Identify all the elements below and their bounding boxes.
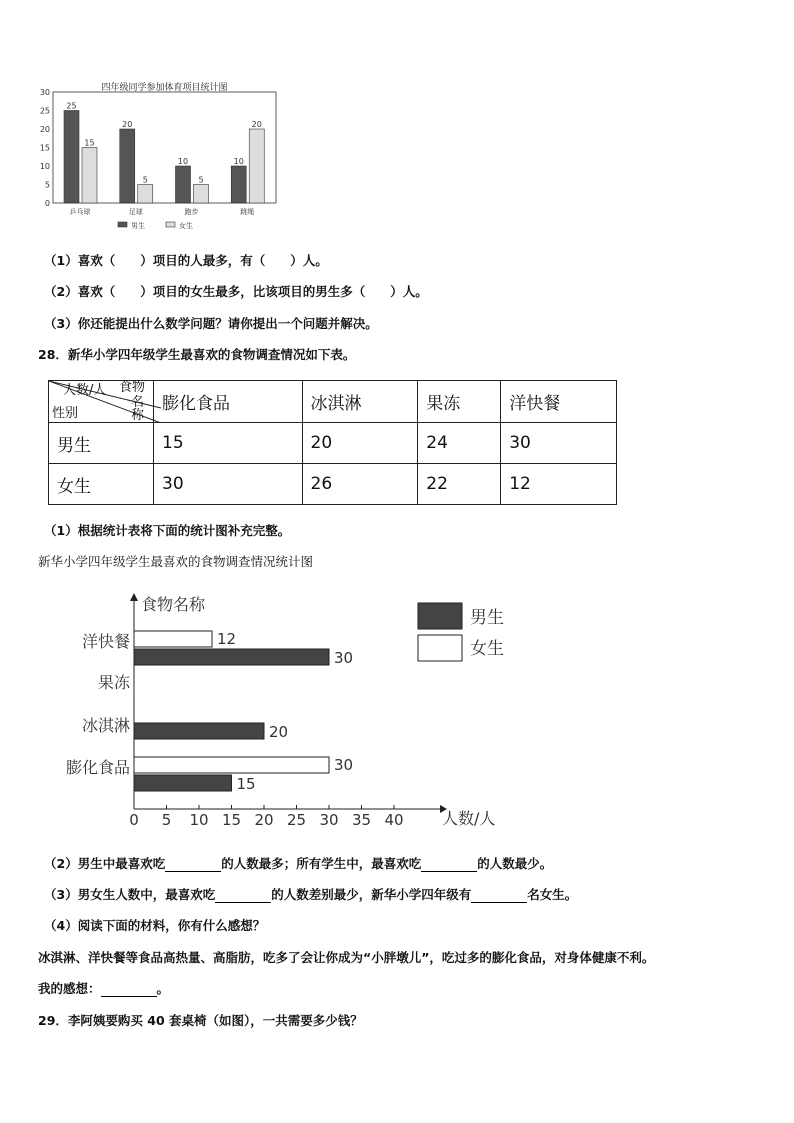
row-label: 女生 xyxy=(49,464,154,505)
table-row xyxy=(49,423,617,464)
q28-sub3-part1: （3）男女生人数中，最喜欢吃 xyxy=(44,887,216,902)
corner-label-name: 名称 xyxy=(131,395,145,423)
chart1-y-tick-label: 5 xyxy=(44,180,50,190)
table-cell: 24 xyxy=(418,423,501,464)
chart2-legend-swatch-female xyxy=(418,635,462,661)
corner-label-gender: 性别 xyxy=(52,406,79,421)
header-cell: 洋快餐 xyxy=(501,381,617,423)
chart1-legend-swatch xyxy=(118,222,127,227)
q28-feeling-end: 。 xyxy=(156,981,170,996)
chart1-data-label: 10 xyxy=(177,157,189,166)
chart2-x-tick-label: 5 xyxy=(161,811,172,829)
table-cell: 20 xyxy=(302,423,418,464)
q27-sub3: （3）你还能提出什么数学问题？请你提出一个问题并解决。 xyxy=(44,316,378,331)
corner-label-food: 食物 xyxy=(119,380,146,395)
q27-sub2: （2）喜欢（ ）项目的女生最多，比该项目的男生多（ ）人。 xyxy=(44,284,428,299)
chart1-y-tick-label: 15 xyxy=(39,143,50,153)
q28-sub3-part3: 名女生。 xyxy=(527,887,578,902)
chart1-y-tick-label: 25 xyxy=(39,106,50,116)
chart2-title: 新华小学四年级学生最喜欢的食物调查情况统计图 xyxy=(38,554,314,569)
chart1-data-label: 5 xyxy=(198,175,204,185)
chart2-bar-female xyxy=(134,757,329,773)
chart1-data-label: 10 xyxy=(233,157,244,166)
q28-sub2-part2: 的人数最多；所有学生中，最喜欢吃 xyxy=(221,856,422,871)
chart1-y-tick-label: 30 xyxy=(39,88,50,97)
q28-sub2-part1: （2）男生中最喜欢吃 xyxy=(44,856,166,871)
q28-sub4: （4）阅读下面的材料，你有什么感想？ xyxy=(44,918,266,933)
chart1-data-label: 20 xyxy=(251,120,262,129)
chart1-bar xyxy=(231,166,246,203)
chart1-x-tick-label: 乒乓球 xyxy=(69,208,91,216)
chart1-x-tick-label: 跑步 xyxy=(184,208,199,216)
table-cell: 22 xyxy=(418,464,501,505)
answer-blank[interactable] xyxy=(471,887,527,903)
table-cell: 12 xyxy=(501,464,617,505)
chart2-data-label: 30 xyxy=(334,756,354,774)
sports-bar-chart xyxy=(30,80,290,240)
chart1-y-tick-label: 20 xyxy=(39,125,50,134)
chart2-legend-swatch-male xyxy=(418,603,462,629)
table-cell: 30 xyxy=(154,464,303,505)
row-label: 男生 xyxy=(49,423,154,464)
q28-sub3 xyxy=(44,885,577,903)
chart1-title: 四年级同学参加体育项目统计图 xyxy=(101,83,228,93)
chart1-data-label: 25 xyxy=(66,101,77,111)
chart2-x-tick-label: 10 xyxy=(189,811,209,829)
chart2-bar-female xyxy=(134,631,212,647)
chart1-data-label: 20 xyxy=(122,120,133,129)
chart2-legend-label-male: 男生 xyxy=(470,608,504,628)
answer-blank[interactable] xyxy=(165,856,221,872)
chart2-data-label: 12 xyxy=(217,630,237,648)
chart2-category-label: 膨化食品 xyxy=(65,758,130,777)
chart1-bar xyxy=(82,148,97,204)
q28-sub3-part2: 的人数差别最少，新华小学四年级有 xyxy=(271,887,472,902)
q28-feeling xyxy=(38,979,169,997)
food-bar-chart xyxy=(50,585,550,835)
chart2-y-axis-arrow xyxy=(130,593,138,601)
chart2-x-tick-label: 30 xyxy=(319,811,339,829)
chart2-bar-male xyxy=(134,775,232,791)
chart1-bar xyxy=(249,129,264,203)
chart2-x-axis-title: 人数/人 xyxy=(442,809,496,828)
q27-sub1: （1）喜欢（ ）项目的人最多，有（ ）人。 xyxy=(44,253,328,268)
q28-sub2 xyxy=(44,854,552,872)
q28-feeling-label: 我的感想： xyxy=(38,981,101,996)
chart1-data-label: 5 xyxy=(142,175,148,185)
answer-blank[interactable] xyxy=(101,981,157,997)
food-survey-table xyxy=(48,380,617,505)
chart2-x-tick-label: 15 xyxy=(221,811,242,829)
q28-material: 冰淇淋、洋快餐等食品高热量、高脂肪，吃多了会让你成为“小胖墩儿”，吃过多的膨化食品，对身体健康不利。 xyxy=(38,950,655,965)
chart2-category-label: 冰淇淋 xyxy=(81,716,130,735)
table-cell: 30 xyxy=(501,423,617,464)
chart1-x-tick-label: 跳绳 xyxy=(240,208,255,216)
chart1-y-tick-label: 0 xyxy=(44,199,50,208)
table-cell: 26 xyxy=(302,464,418,505)
header-cell: 冰淇淋 xyxy=(302,381,418,423)
chart1-x-tick-label: 足球 xyxy=(128,208,143,216)
header-cell: 膨化食品 xyxy=(154,381,303,423)
q28-intro: 28．新华小学四年级学生最喜欢的食物调查情况如下表。 xyxy=(38,347,356,362)
header-cell: 果冻 xyxy=(418,381,501,423)
chart2-bar-male xyxy=(134,723,264,739)
table-cell: 15 xyxy=(154,423,303,464)
chart1-y-tick-label: 10 xyxy=(39,162,50,171)
chart2-x-tick-label: 25 xyxy=(286,811,307,829)
chart1-bar xyxy=(64,111,79,204)
chart1-bar xyxy=(138,185,153,204)
chart1-data-label: 15 xyxy=(84,138,95,148)
q28-sub1: （1）根据统计表将下面的统计图补充完整。 xyxy=(44,523,291,538)
chart2-x-tick-label: 20 xyxy=(254,811,274,829)
chart1-legend-swatch xyxy=(166,222,175,227)
chart2-category-label: 洋快餐 xyxy=(81,632,130,651)
q29-text: 29．李阿姨要购买 40 套桌椅（如图），一共需要多少钱？ xyxy=(38,1013,363,1028)
chart2-y-axis-title: 食物名称 xyxy=(141,595,206,614)
chart2-category-label: 果冻 xyxy=(97,673,130,692)
corner-label-people: 人数/人 xyxy=(63,383,107,398)
chart1-legend-label: 女生 xyxy=(179,222,193,230)
chart1-legend-label: 男生 xyxy=(131,222,145,230)
chart2-x-tick-label: 0 xyxy=(129,811,139,829)
chart2-legend-label-female: 女生 xyxy=(470,639,504,659)
chart2-x-tick-label: 40 xyxy=(384,811,404,829)
chart2-bar-male xyxy=(134,649,329,665)
chart1-bar xyxy=(120,129,135,203)
table-corner-cell xyxy=(49,381,154,423)
chart1-bar xyxy=(194,185,209,204)
chart2-data-label: 15 xyxy=(236,775,256,793)
chart1-bar xyxy=(176,166,191,203)
chart2-data-label: 20 xyxy=(269,723,289,741)
answer-blank[interactable] xyxy=(215,887,271,903)
answer-blank[interactable] xyxy=(421,856,477,872)
chart2-x-tick-label: 35 xyxy=(351,811,372,829)
q28-sub2-part3: 的人数最少。 xyxy=(477,856,553,871)
chart2-data-label: 30 xyxy=(334,649,354,667)
table-row xyxy=(49,464,617,505)
